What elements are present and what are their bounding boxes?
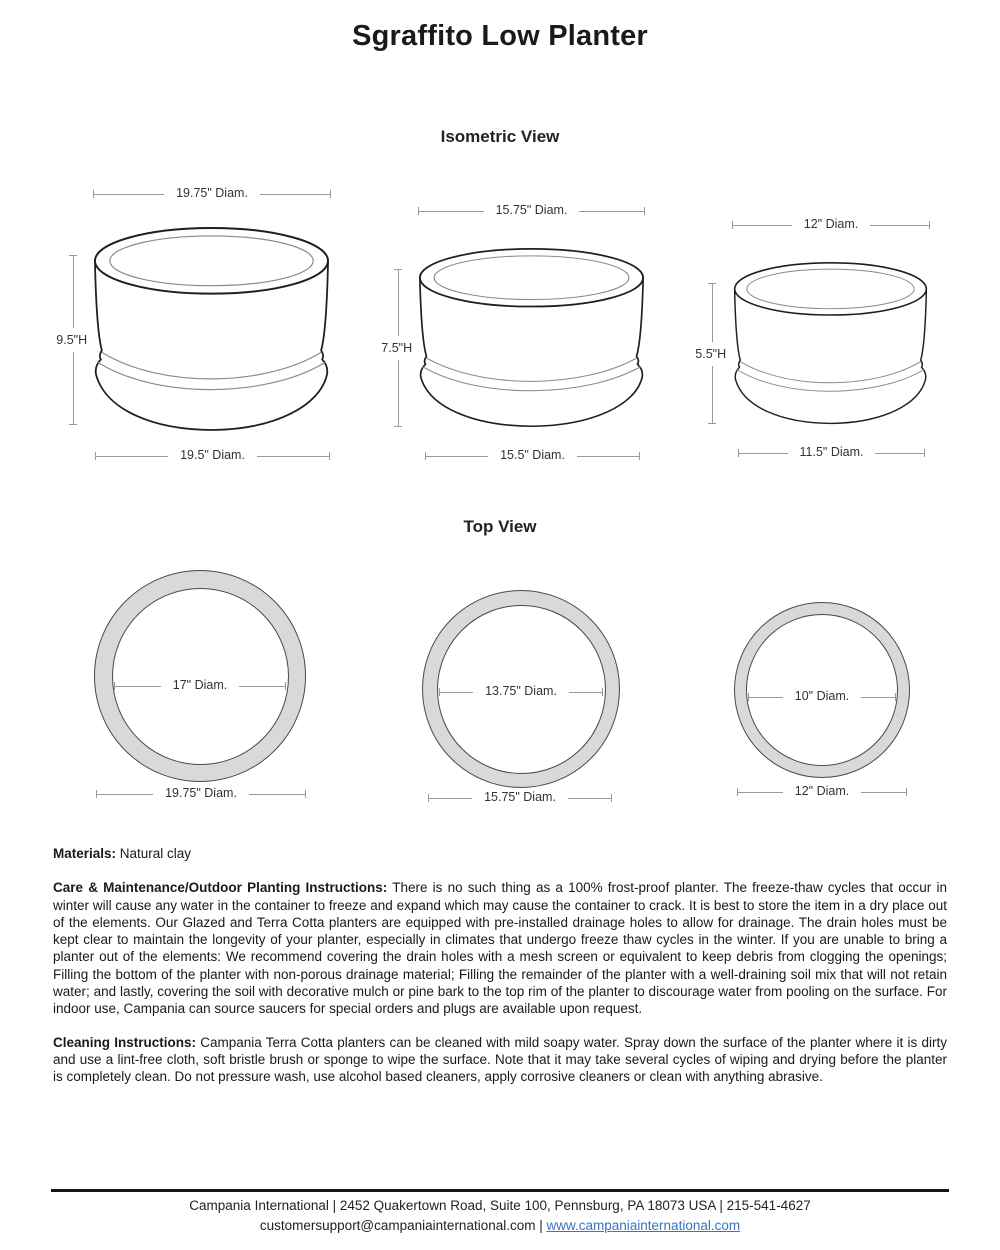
isometric-view-heading: Isometric View: [440, 127, 560, 146]
dim-tick: [330, 190, 331, 198]
dim-tick: [329, 452, 330, 460]
dim-tick: [895, 693, 896, 701]
dim-line: [738, 792, 783, 793]
dim-line: [239, 686, 285, 687]
dim-tick: [285, 682, 286, 690]
dim-line: [749, 697, 783, 698]
dim-label: 12" Diam.: [803, 217, 859, 231]
materials-value: Natural clay: [116, 846, 192, 861]
dim-label: 19.75" Diam.: [165, 786, 237, 800]
dim-line: [579, 211, 644, 212]
dim-label: 15.75" Diam.: [484, 790, 556, 804]
top-view-medium-outer-diameter-dim: [428, 790, 612, 804]
planter-small-drawing: [733, 262, 928, 425]
care-paragraph: [53, 879, 947, 1017]
planter-medium-drawing: [418, 248, 645, 428]
materials-line: [53, 845, 947, 862]
dim-line: [97, 794, 153, 795]
dim-line: [733, 225, 792, 226]
planter-small-height-dim: [690, 283, 734, 424]
dim-tick: [924, 449, 925, 457]
dim-label: 11.5" Diam.: [799, 445, 864, 459]
dim-tick: [394, 426, 402, 427]
dim-label: 19.5" Diam.: [180, 448, 245, 462]
dim-line: [260, 194, 330, 195]
dim-label: 5.5"H: [694, 342, 727, 366]
top-view-large-outer-diameter-dim: [96, 786, 306, 800]
dim-label: 7.5"H: [380, 336, 413, 360]
dim-line: [875, 453, 924, 454]
planter-large-bottom-diameter-dim: [95, 448, 330, 462]
footer-website-link[interactable]: www.campaniainternational.com: [546, 1218, 741, 1233]
top-view-heading: Top View: [463, 517, 537, 536]
dim-label: 10" Diam.: [794, 689, 850, 703]
dim-line: [861, 697, 895, 698]
cleaning-text: Campania Terra Cotta planters can be cleaned with mild soapy water. Spray down the surface of the planter where it is dirty and use a lint-free cloth, soft bristle brush or sponge to wipe the surface. Note that it may take several cycles of wiping and drying before the planter is completely clean. Do not pressure wash, use alcohol based cleaners, apply corrosive cleaners or clean with anything abrasive.: [53, 1034, 947, 1085]
dim-tick: [644, 207, 645, 215]
dim-line: [577, 456, 639, 457]
dim-tick: [611, 794, 612, 802]
materials-label: Materials:: [53, 846, 117, 861]
planter-large-height-dim: [51, 255, 95, 425]
footer-links-line: [0, 1216, 1000, 1236]
planter-medium-height-dim: [376, 269, 420, 427]
dim-line: [96, 456, 168, 457]
dim-tick: [906, 788, 907, 796]
dim-tick: [639, 452, 640, 460]
dim-label: 13.75" Diam.: [485, 684, 557, 698]
dim-line: [426, 456, 488, 457]
planter-large-drawing: [93, 227, 330, 432]
footer-divider: [51, 1189, 949, 1192]
dim-line: [870, 225, 929, 226]
dim-label: 9.5"H: [55, 328, 88, 352]
footer-email: customersupport@campaniainternational.com: [259, 1218, 536, 1233]
dim-tick: [602, 688, 603, 696]
dim-line: [115, 686, 161, 687]
footer: [0, 1196, 1000, 1236]
top-view-large-opening: [112, 588, 289, 765]
planter-medium-top-diameter-dim: [418, 203, 645, 217]
care-text: There is no such thing as a 100% frost-proof planter. The freeze-thaw cycles that occur in winter will cause any water in the container to freeze and expand which may cause the container to crack. It is best to store the item in a dry place out of the elements. Our Glazed and Terra Cotta planters are equipped with pre-installed drainage holes to allow for drainage. The drain holes must be kept clear to maintain the longevity of your planter, especially in climates that undergo freeze thaw cycles in the winter. If you are unable to bring a planter out of the elements: We recommend covering the drain holes with a mesh screen or equivalent to keep debris from clogging the openings; Filling the bottom of the planter with non-porous drainage material; Filling the remainder of the planter with a well-draining soil mix that will not retain water; and lastly, covering the soil with decorative mulch or pine bark to the top rim of the planter to discourage water from pooling on the surface. For indoor use, Campania can source saucers for special orders and plugs are available upon request.: [53, 880, 947, 1017]
top-view-large-ring: [94, 570, 306, 782]
dim-label: 12" Diam.: [794, 784, 850, 798]
cleaning-label: Cleaning Instructions:: [53, 1034, 196, 1050]
cleaning-paragraph: [53, 1034, 947, 1086]
dim-line: [861, 792, 906, 793]
top-view-medium-inner-diameter-dim: [439, 684, 603, 698]
dim-tick: [69, 424, 77, 425]
dim-line: [429, 798, 472, 799]
dim-line: [569, 692, 602, 693]
page-title: Sgraffito Low Planter: [352, 20, 648, 52]
dim-label: 19.75" Diam.: [176, 186, 248, 200]
footer-contact-line: Campania International | 2452 Quakertown Road, Suite 100, Pennsburg, PA 18073 USA | 215-541-4627: [189, 1198, 811, 1213]
footer-separator: |: [535, 1218, 547, 1233]
dim-tick: [929, 221, 930, 229]
dim-label: 15.75" Diam.: [495, 203, 568, 217]
planter-large-top-diameter-dim: [93, 186, 331, 200]
dim-label: 15.5" Diam.: [500, 448, 565, 462]
dim-line: [419, 211, 484, 212]
planter-small-bottom-diameter-dim: [738, 445, 925, 459]
dim-line: [257, 456, 329, 457]
dim-line: [568, 798, 611, 799]
care-label: Care & Maintenance/Outdoor Planting Instructions:: [53, 880, 388, 896]
dim-line: [94, 194, 164, 195]
dim-line: [249, 794, 305, 795]
top-view-large-inner-diameter-dim: [114, 678, 286, 692]
dim-tick: [305, 790, 306, 798]
top-view-small-outer-diameter-dim: [737, 784, 907, 798]
dim-tick: [708, 423, 716, 424]
dim-line: [440, 692, 473, 693]
top-view-small-inner-diameter-dim: [748, 689, 896, 703]
dim-line: [739, 453, 788, 454]
dim-label: 17" Diam.: [172, 678, 228, 692]
planter-small-top-diameter-dim: [732, 217, 930, 231]
planter-medium-bottom-diameter-dim: [425, 448, 640, 462]
details-text-block: [53, 845, 947, 1102]
